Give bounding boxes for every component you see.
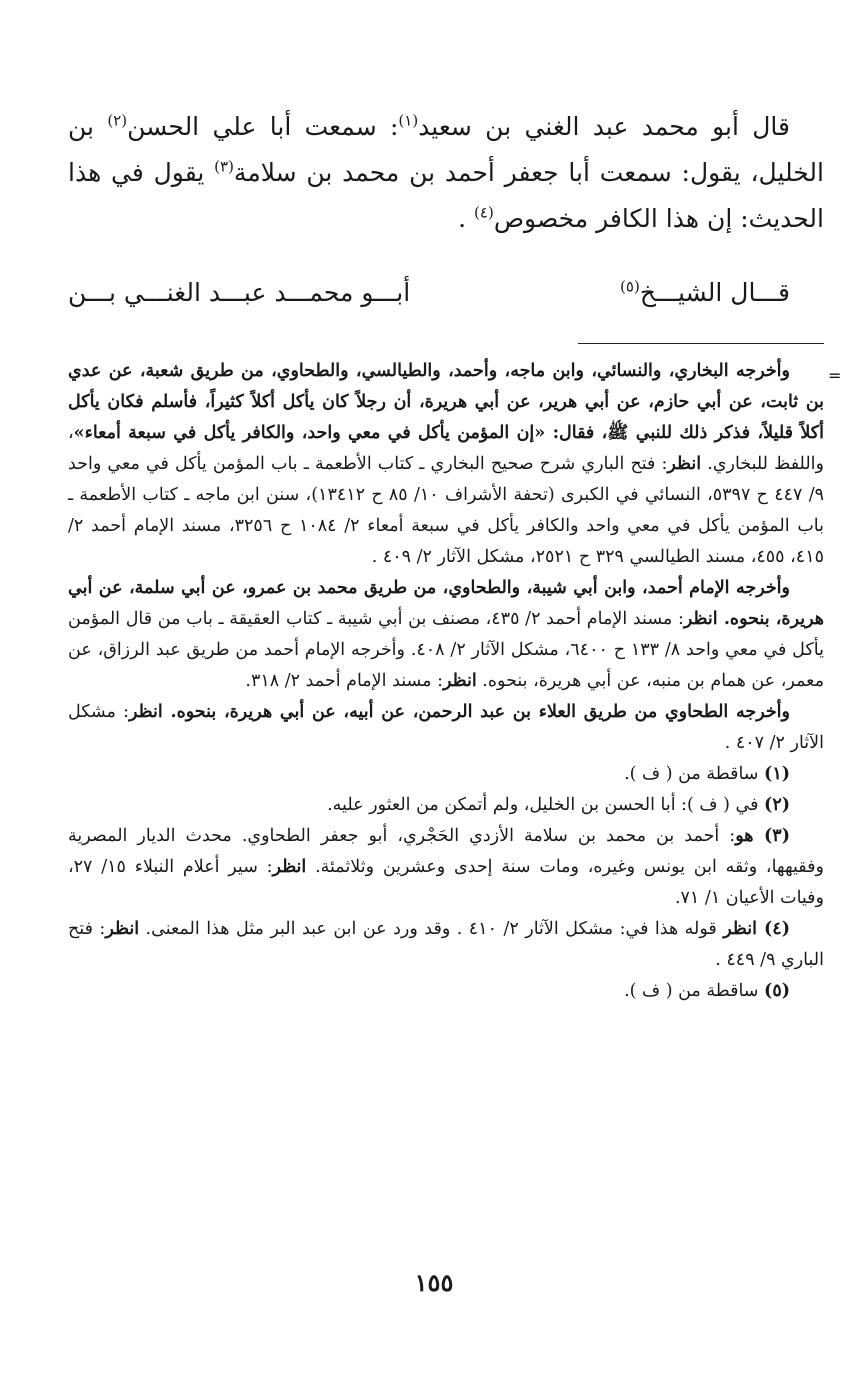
text-run: : سمعت أبا علي الحسن <box>127 112 399 141</box>
see-label: انظر <box>272 857 307 877</box>
see-label: انظر <box>683 609 718 629</box>
continued-note-1 <box>68 356 824 573</box>
main-paragraph <box>68 104 824 242</box>
see-label: انظر <box>129 702 163 722</box>
footnote-divider <box>578 343 824 344</box>
text-run: هو <box>735 826 765 846</box>
footnote-text: قوله هذا في: مشكل الآثار ٢/ ٤١٠ . وقد ورد عن ابن عبد البر مثل هذا المعنى. <box>139 919 724 939</box>
continued-note-3 <box>68 697 824 759</box>
footnote-1 <box>68 759 824 790</box>
footnote-text: : سير أعلام النبلاء ١٥/ ٢٧، وفيات الأعيان ١/ ٧١. <box>68 857 824 908</box>
hadith-text: أن رجلاً كان يأكل أكلاً كثيراً، فأسلم فكان يأكل أكلاً قليلاً، فذكر ذلك للنبي ﷺ، فقال: «إن المؤمن يأكل في معي واحد، والكافر يأكل في سبعة أمعاء» <box>68 392 824 443</box>
footnote-5 <box>68 976 824 1007</box>
footnotes-section <box>68 356 824 1007</box>
main-text-block <box>68 104 824 316</box>
continuation-mark: = <box>828 366 842 385</box>
text-run: : مشكل الآثار ٢/ ٤٠٧ . <box>68 702 824 753</box>
footnote-ref-2[interactable]: (٢) <box>107 111 128 130</box>
footnote-text: ساقطة من ( ف ). <box>624 981 765 1001</box>
text-run: بن الخليل، يقول: سمعت أبا جعفر أحمد بن محمد بن سلامة <box>68 112 824 187</box>
text-run: قال أبو محمد عبد الغني بن سعيد <box>418 112 790 141</box>
sheikh-label <box>620 270 790 316</box>
footnote-number: (١) <box>764 764 790 784</box>
footnote-number: (٤) <box>764 919 790 939</box>
footnote-number: (٢) <box>764 795 790 815</box>
sheikh-name: أبـــو محمـــد عبـــد الغنـــي بـــن <box>68 278 411 307</box>
text-run: وأخرجه البخاري، والنسائي، وابن ماجه، وأحمد، والطيالسي، والطحاوي، من طريق شعبة، عن عدي بن ثابت، عن أبي حازم، عن أبي هرير، عن أبي هريرة، <box>68 361 825 412</box>
text-run: ، واللفظ للبخاري. <box>68 423 824 474</box>
text-run: : فتح الباري شرح صحيح البخاري ـ كتاب الأطعمة ـ باب المؤمن يأكل في معي واحد ٩/ ٤٤٧ ح ٥٣٩٧، النسائي في الكبرى (تحفة الأشراف ١٠/ ٨٥ ح ١٣٤١٢)، سنن ابن ماجه ـ كتاب الأطعمة ـ باب المؤمن يأكل في معي واحد والكافر يأكل في سبعة أمعاء ٢/ ١٠٨٤ ح ٣٢٥٦، مسند الإمام أحمد ٢/ ٤١٥، ٤٥٥، مسند الطيالسي ٣٢٩ ح ٢٥٢١، مشكل الآثار ٢/ ٤٠٩ . <box>68 454 825 567</box>
footnote-ref-1[interactable]: (١) <box>398 111 419 130</box>
text-run: وأخرجه الإمام أحمد، وابن أبي شيبة، والطحاوي، من طريق محمد بن عمرو، عن أبي سلمة، عن أبي هريرة، بنحوه. <box>68 578 825 629</box>
footnote-ref-4[interactable]: (٤) <box>474 203 494 222</box>
footnote-3 <box>68 821 824 914</box>
text-run: يقول في هذا الحديث: إن هذا الكافر مخصوص <box>68 158 824 233</box>
footnote-number: (٥) <box>764 981 790 1001</box>
sheikh-line <box>68 270 824 316</box>
see-label: انظر <box>442 671 477 691</box>
text-run: : مسند الإمام أحمد ٢/ ٣١٨. <box>245 671 443 691</box>
footnote-text: في ( ف ): أبا الحسن بن الخليل، ولم أتمكن من العثور عليه. <box>327 795 765 815</box>
see-label: انظر <box>723 919 765 939</box>
text-run: قـــال الشيـــخ <box>639 278 790 307</box>
text-run: : مسند الإمام أحمد ٢/ ٤٣٥، مصنف بن أبي شيبة ـ كتاب العقيقة ـ باب من قال المؤمن يأكل في معي واحد ٨/ ١٣٣ ح ٦٤٠٠، مشكل الآثار ٢/ ٤٠٨. وأخرجه الإمام أحمد من طريق عبد الرزاق، عن معمر، عن همام بن منبه، عن أبي هريرة، بنحوه. <box>68 609 824 691</box>
text-run: . <box>458 204 475 233</box>
footnote-text: : أحمد بن محمد بن سلامة الأزدي الحَجْري، أبو جعفر الطحاوي. محدث الديار المصرية وفقيهها، وثقه ابن يونس وغيره، ومات سنة إحدى وعشرين وثلاثمئة. <box>68 826 824 877</box>
footnote-text: : فتح الباري ٩/ ٤٤٩ . <box>68 919 824 970</box>
footnote-text: ساقطة من ( ف ). <box>624 764 765 784</box>
footnote-ref-3[interactable]: (٣) <box>214 157 234 176</box>
footnote-ref-5[interactable]: (٥) <box>620 277 640 296</box>
see-label: انظر <box>667 454 702 474</box>
footnote-2 <box>68 790 824 821</box>
see-label: انظر <box>105 919 140 939</box>
footnote-number: (٣) <box>764 826 790 846</box>
continued-note-2 <box>68 573 824 697</box>
page-number: ١٥٥ <box>414 1268 454 1297</box>
text-run: وأخرجه الطحاوي من طريق العلاء بن عبد الرحمن، عن أبيه، عن أبي هريرة، بنحوه. <box>162 702 790 722</box>
footnote-4 <box>68 914 824 976</box>
